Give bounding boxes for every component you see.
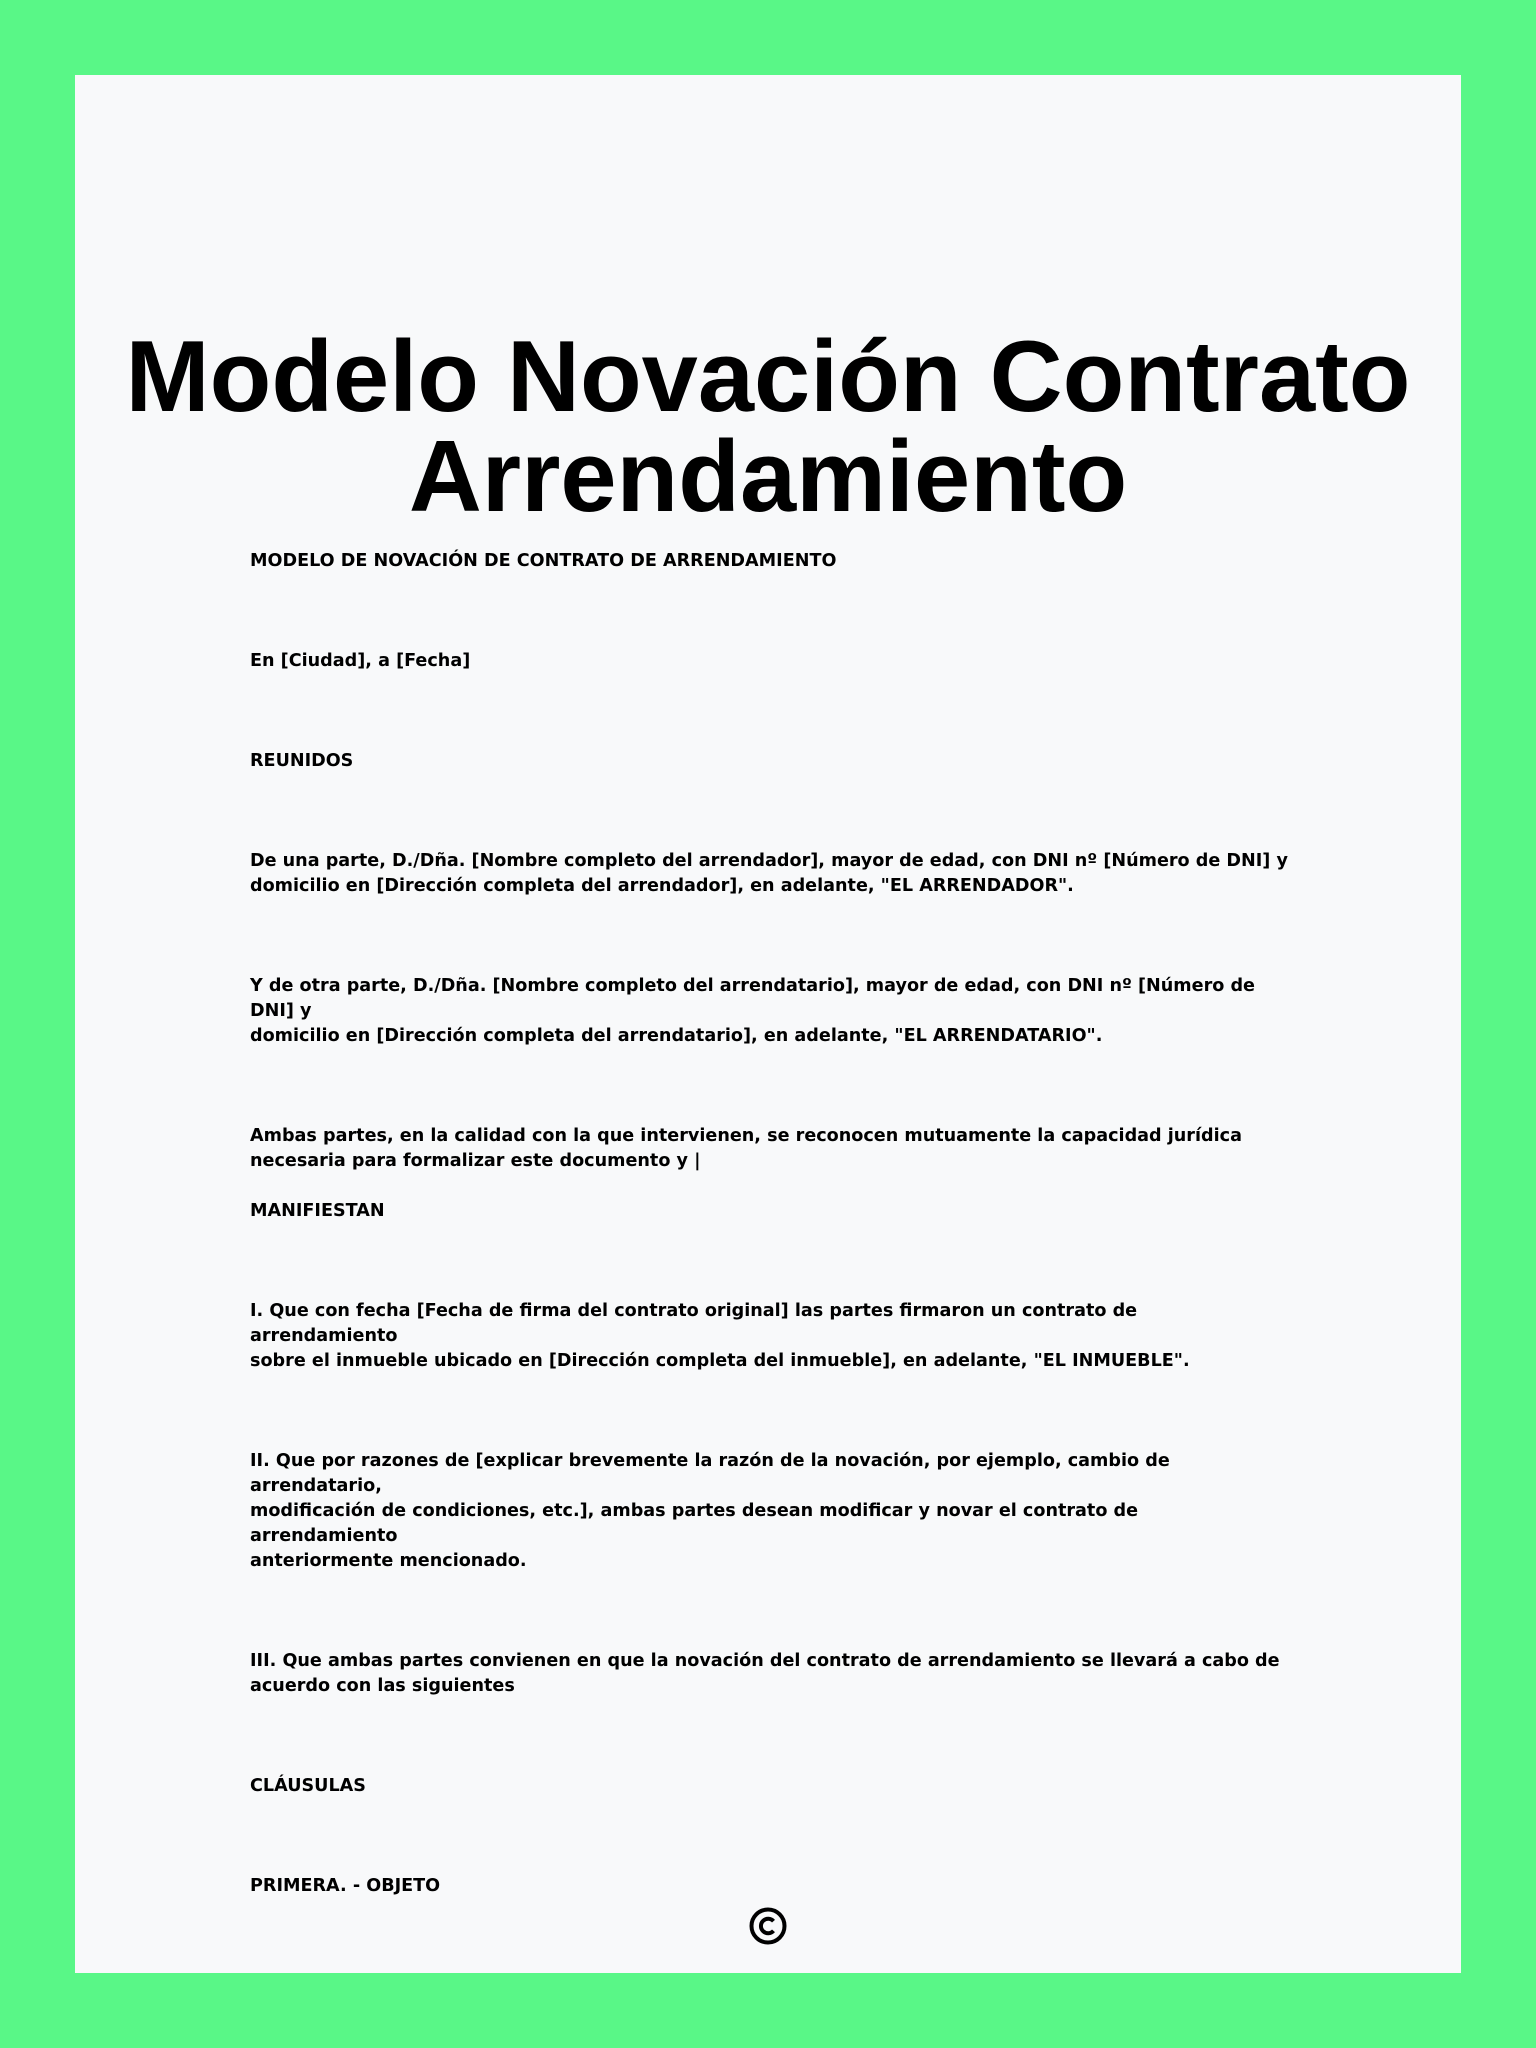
text-line: En [Ciudad], a [Fecha] bbox=[250, 651, 471, 671]
text-line: II. Que por razones de [explicar brevemente la razón de la novación, por ejemplo, cambio de arrendatario, bbox=[250, 1451, 1170, 1496]
text-line: modificación de condiciones, etc.], ambas partes desean modificar y novar el contrato de arrendamiento bbox=[250, 1501, 1139, 1546]
copyright-icon bbox=[749, 1907, 787, 1945]
text-line: REUNIDOS bbox=[250, 751, 354, 771]
text-line: domicilio en [Dirección completa del arrendatario], en adelante, "EL ARRENDATARIO". bbox=[250, 1026, 1103, 1046]
paragraph-manifiesto-3 bbox=[250, 1649, 1290, 1699]
text-line: domicilio en [Dirección completa del arrendador], en adelante, "EL ARRENDADOR". bbox=[250, 876, 1074, 896]
document-body bbox=[250, 549, 1290, 1974]
text-line: PRIMERA. - OBJETO bbox=[250, 1876, 441, 1896]
text-line: sobre el inmueble ubicado en [Dirección completa del inmueble], en adelante, "EL INMUEBLE". bbox=[250, 1351, 1190, 1371]
text-line: I. Que con fecha [Fecha de firma del contrato original] las partes firmaron un contrato de arrendamiento bbox=[250, 1301, 1138, 1346]
place-date-line bbox=[250, 649, 1290, 674]
clause-heading-primera bbox=[250, 1874, 1290, 1899]
section-heading-reunidos bbox=[250, 749, 1290, 774]
text-line: anteriormente mencionado. bbox=[250, 1551, 527, 1571]
paragraph-arrendatario bbox=[250, 974, 1290, 1049]
paragraph-manifiesto-1 bbox=[250, 1299, 1290, 1374]
text-line: MANIFIESTAN bbox=[250, 1201, 385, 1221]
text-line: Y de otra parte, D./Dña. [Nombre completo del arrendatario], mayor de edad, con DNI nº [Número de DNI] y bbox=[250, 976, 1255, 1021]
title-line-2: Arrendamiento bbox=[408, 421, 1128, 533]
document-page bbox=[75, 75, 1461, 1973]
text-line: De una parte, D./Dña. [Nombre completo del arrendador], mayor de edad, con DNI nº [Número de DNI] y bbox=[250, 851, 1288, 871]
text-line: necesaria para formalizar este documento y | bbox=[250, 1151, 701, 1171]
document-title bbox=[75, 321, 1461, 533]
paragraph-capacidad bbox=[250, 1124, 1290, 1174]
text-line: CLÁUSULAS bbox=[250, 1776, 366, 1796]
title-line-1: Modelo Novación Contrato bbox=[125, 321, 1411, 433]
paragraph-arrendador bbox=[250, 849, 1290, 899]
text-line: MODELO DE NOVACIÓN DE CONTRATO DE ARRENDAMIENTO bbox=[250, 551, 837, 571]
document-heading bbox=[250, 549, 1290, 574]
text-line: III. Que ambas partes convienen en que la novación del contrato de arrendamiento se llevará a cabo de bbox=[250, 1651, 1280, 1671]
text-line: Ambas partes, en la calidad con la que intervienen, se reconocen mutuamente la capacidad jurídica bbox=[250, 1126, 1242, 1146]
paragraph-manifiesto-2 bbox=[250, 1449, 1290, 1574]
section-heading-clausulas bbox=[250, 1774, 1290, 1799]
text-line: acuerdo con las siguientes bbox=[250, 1676, 515, 1696]
section-heading-manifiestan bbox=[250, 1199, 1290, 1224]
